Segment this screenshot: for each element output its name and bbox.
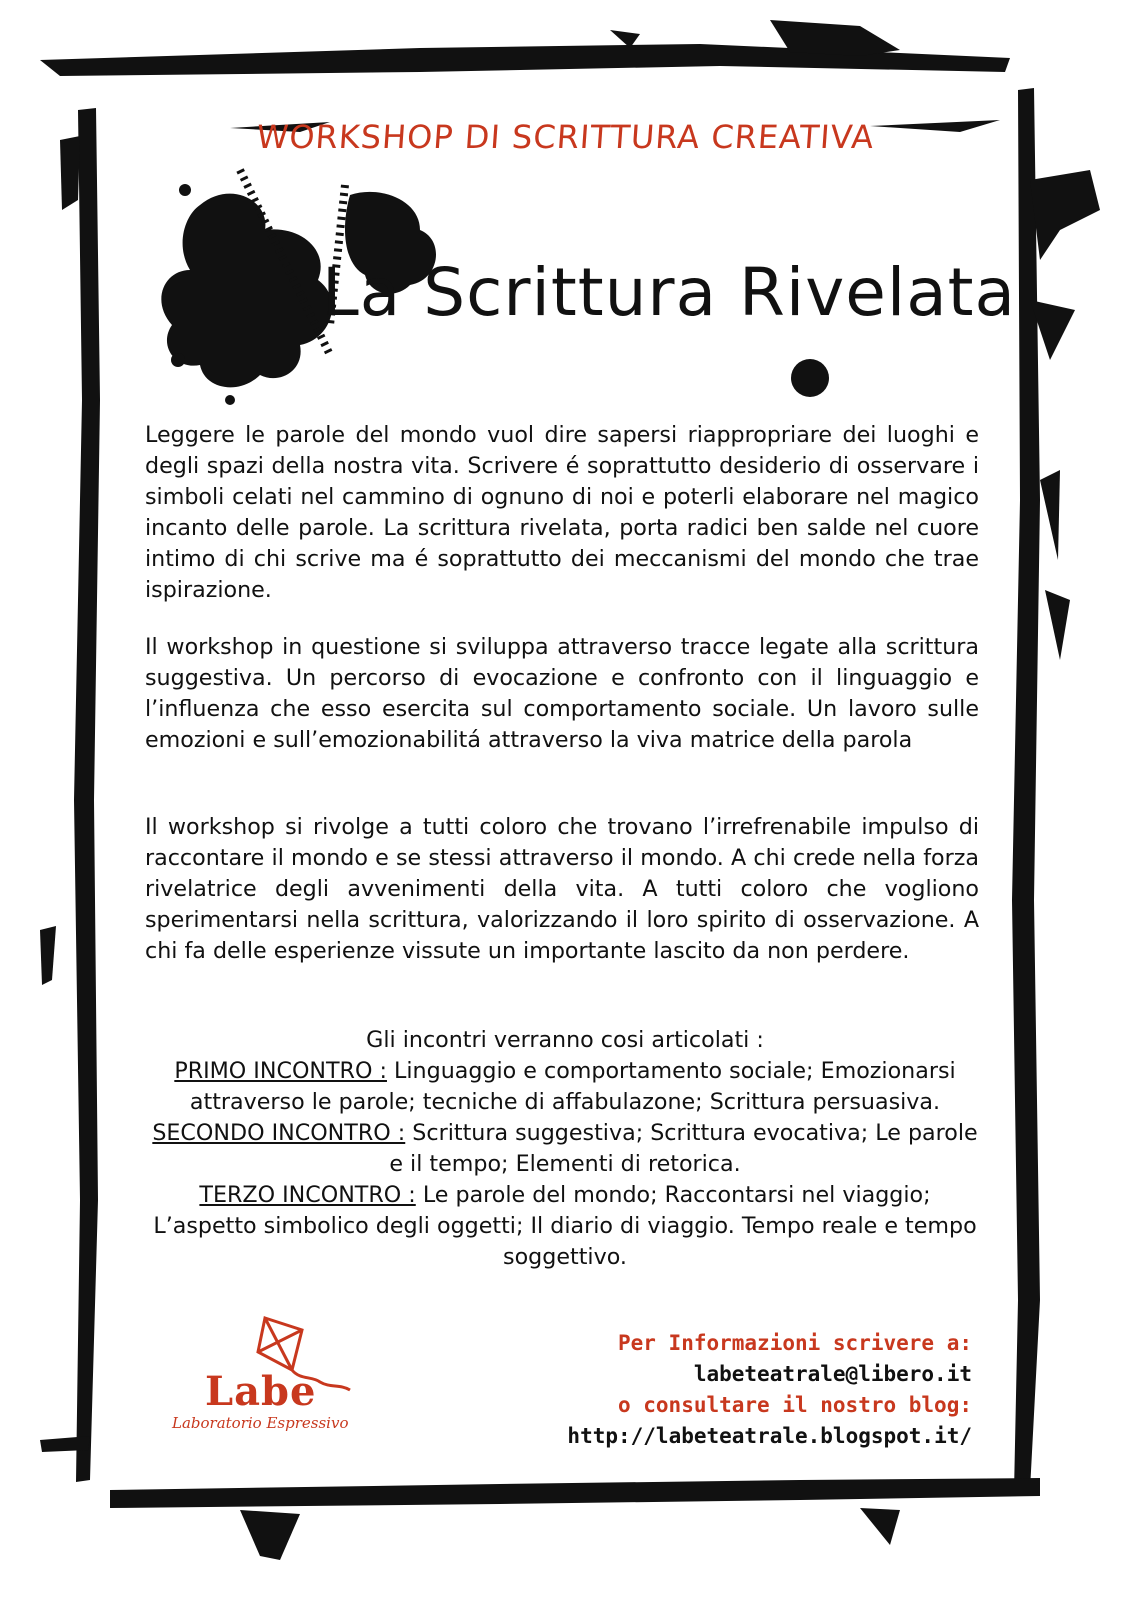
session-label: TERZO INCONTRO :	[199, 1182, 416, 1208]
session-2	[150, 1118, 980, 1180]
session-text: Le parole del mondo; Raccontarsi nel viaggio; L’aspetto simbolico degli oggetti; Il diario di viaggio. Tempo reale e tempo soggettivo.	[153, 1182, 977, 1270]
paragraph-intro: Leggere le parole del mondo vuol dire sapersi riappropriare dei luoghi e degli spazi della nostra vita. Scrivere é soprattutto desiderio di osservare i simboli celati nel cammino di ognuno di noi e poterli elaborare nel magico incanto delle parole. La scrittura rivelata, porta radici ben salde nel cuore intimo di chi scrive ma é soprattutto dei meccanismi del mondo che trae ispirazione.	[145, 422, 979, 603]
page-title: La Scrittura Rivelata	[322, 254, 1016, 331]
contact-block	[567, 1328, 972, 1452]
paragraph-description: Il workshop in questione si sviluppa attraverso tracce legate alla scrittura suggestiva. Un percorso di evocazione e confronto con il linguaggio e l’influenza che esso esercita sul comportamento sociale. Un lavoro sulle emozioni e sull’emozionabilitá attraverso la viva matrice della parola	[145, 634, 979, 753]
logo-subtitle: Laboratorio Espressivo	[172, 1414, 349, 1432]
session-3	[150, 1180, 980, 1273]
schedule	[150, 1025, 980, 1273]
session-1	[150, 1056, 980, 1118]
contact-email[interactable]: labeteatrale@libero.it	[693, 1362, 972, 1386]
logo-name: Labe	[205, 1368, 317, 1415]
blog-link[interactable]: http://labeteatrale.blogspot.it/	[567, 1424, 972, 1448]
paragraph-audience: Il workshop si rivolge a tutti coloro che trovano l’irrefrenabile impulso di raccontare il mondo e se stessi attraverso il mondo. A chi crede nella forza rivelatrice degli avvenimenti della vita. A tutti coloro che vogliono sperimentarsi nella scrittura, valorizzando il loro spirito di osservazione. A chi fa delle esperienze vissute un importante lascito da non perdere.	[145, 814, 979, 964]
info-label: Per Informazioni scrivere a:	[617, 1331, 972, 1355]
workshop-kicker: WORKSHOP DI SCRITTURA CREATIVA	[255, 118, 876, 156]
session-text: Linguaggio e comportamento sociale; Emozionarsi attraverso le parole; tecniche di affabulazone; Scrittura persuasiva.	[189, 1058, 956, 1115]
session-label: SECONDO INCONTRO :	[152, 1120, 406, 1146]
session-text: Scrittura suggestiva; Scrittura evocativa; Le parole e il tempo; Elementi di retorica.	[389, 1120, 978, 1177]
schedule-intro: Gli incontri verranno cosi articolati :	[366, 1027, 764, 1053]
session-label: PRIMO INCONTRO :	[174, 1058, 387, 1084]
blog-label: o consultare il nostro blog:	[617, 1393, 972, 1417]
